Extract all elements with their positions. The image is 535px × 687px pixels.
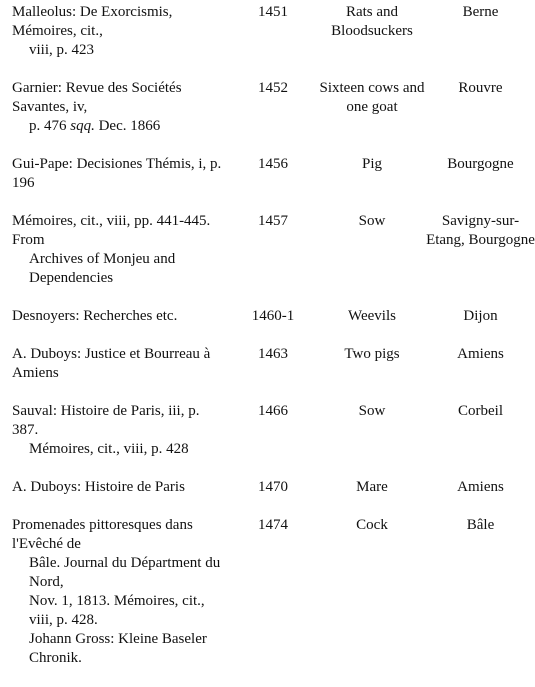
source-line: A. Duboys: Histoire de Paris [12, 479, 185, 495]
animal-trials-table [0, 3, 535, 687]
source-fragment-italic: sqq. [70, 118, 95, 134]
animal-cell: Pig [361, 156, 382, 172]
year-cell: 1474 [258, 517, 288, 533]
source-cell [0, 402, 228, 478]
animal-cell: Sixteen cows and one goat [319, 80, 425, 115]
animal-cell: Cock [356, 517, 388, 533]
table-body [0, 3, 535, 687]
year-cell: 1463 [258, 346, 288, 362]
source-line: Malleolus: De Exorcismis, Mémoires, cit., [12, 4, 173, 39]
table-row [0, 155, 535, 212]
animal-cell: Sow [358, 403, 386, 419]
place-cell: Amiens [457, 346, 504, 362]
year-cell: 1460-1 [251, 308, 295, 324]
source-cell [0, 212, 228, 307]
animal-cell: Weevils [348, 308, 396, 324]
source-line: Gui-Pape: Decisiones Thémis, i, p. 196 [12, 156, 222, 191]
source-cell [0, 307, 228, 345]
year-cell: 1456 [258, 156, 288, 172]
table-row [0, 402, 535, 478]
source-line: Garnier: Revue des Sociétés Savantes, iv, [12, 80, 182, 115]
place-cell: Berne [462, 4, 499, 20]
source-line: Mémoires, cit., viii, pp. 441-445. From [12, 213, 211, 248]
source-line: Sauval: Histoire de Paris, iii, p. 387. [12, 403, 200, 438]
year-cell: 1451 [258, 4, 288, 20]
table-row [0, 478, 535, 516]
year-cell: 1452 [258, 80, 288, 96]
table-row [0, 79, 535, 155]
place-cell: Bâle [466, 517, 495, 533]
source-line: viii, p. 423 [29, 42, 95, 58]
table-row [0, 345, 535, 402]
source-line: Desnoyers: Recherches etc. [12, 308, 178, 324]
table-row [0, 516, 535, 687]
animal-cell: Mare [356, 479, 388, 495]
source-cell [0, 79, 228, 155]
year-cell: 1470 [258, 479, 288, 495]
source-cell [0, 516, 228, 687]
source-cell [0, 155, 228, 212]
year-cell: 1466 [258, 403, 288, 419]
source-line: Archives of Monjeu and Dependencies [29, 251, 176, 286]
source-line: Mémoires, cit., viii, p. 428 [29, 441, 189, 457]
place-cell: Rouvre [458, 80, 503, 96]
source-cell [0, 345, 228, 402]
animal-cell: Sow [358, 213, 386, 229]
place-cell: Bourgogne [447, 156, 514, 172]
table-row [0, 212, 535, 307]
source-cell [0, 478, 228, 516]
source-line: Johann Gross: Kleine Baseler Chronik. [29, 631, 207, 666]
table-row [0, 3, 535, 79]
year-cell: 1457 [258, 213, 288, 229]
animal-cell: Two pigs [344, 346, 400, 362]
source-line: Bâle. Journal du Départment du Nord, [29, 555, 221, 590]
place-cell: Dijon [463, 308, 498, 324]
source-cell [0, 3, 228, 79]
table-row [0, 307, 535, 345]
place-cell: Amiens [457, 479, 504, 495]
place-cell: Corbeil [458, 403, 503, 419]
source-line: Promenades pittoresques dans l'Evêché de [12, 517, 193, 552]
source-line: Nov. 1, 1813. Mémoires, cit., viii, p. 428. [29, 593, 205, 628]
source-line: A. Duboys: Justice et Bourreau à Amiens [12, 346, 211, 381]
animal-cell: Rats and Bloodsuckers [331, 4, 413, 39]
source-line [12, 117, 228, 136]
source-fragment: Dec. 1866 [94, 118, 161, 134]
source-fragment: p. 476 [29, 118, 71, 134]
place-cell: Savigny-sur-Etang, Bourgogne [426, 213, 535, 248]
